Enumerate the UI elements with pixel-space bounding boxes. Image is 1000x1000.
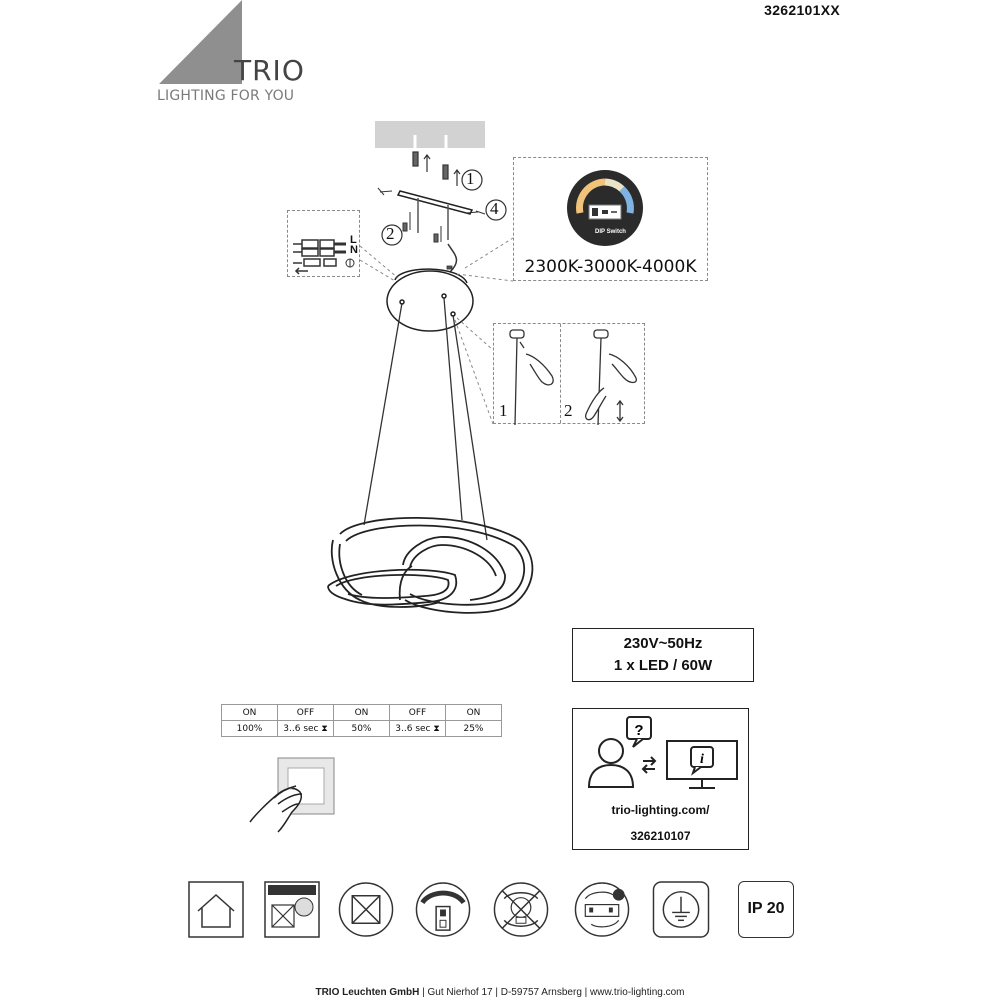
- brand-tagline: LIGHTING FOR YOU: [157, 88, 295, 104]
- brand-name: TRIO: [234, 54, 305, 87]
- state-cell: OFF: [390, 705, 446, 721]
- duration-text: 3..6 sec: [283, 723, 319, 734]
- wall-switch-press-icon: [248, 756, 336, 840]
- led-ring-fixture-icon: [328, 518, 532, 613]
- svg-text:?: ?: [634, 722, 644, 739]
- pull-step-2: 2: [564, 401, 573, 420]
- footer-address: | Gut Nierhof 17 | D-59757 Arnsberg | www.trio-lighting.com: [419, 987, 685, 998]
- no-insulation-cover-icon: [337, 881, 395, 938]
- step-number-4: 4: [490, 199, 499, 218]
- indoor-use-icon: [188, 881, 244, 938]
- height-adjustment-box: [493, 323, 645, 424]
- color-temperature-label: 2300K-3000K-4000K: [524, 257, 697, 277]
- mounting-bracket-icon: [398, 191, 472, 240]
- led-power-spec: 1 x LED / 60W: [613, 657, 713, 674]
- step-number-1: 1: [466, 169, 475, 188]
- switch-dimming-table: [221, 704, 502, 737]
- driver-replaceable-icon: [573, 881, 631, 938]
- dip-switch-box: [513, 157, 708, 281]
- online-info-box: [572, 708, 749, 850]
- duration-text: 3..6 sec: [395, 723, 431, 734]
- state-cell: ON: [446, 705, 502, 721]
- svg-text:i: i: [700, 752, 704, 767]
- led-not-replaceable-icon: [492, 881, 550, 938]
- footer: [0, 987, 1000, 998]
- value-cell: 25%: [446, 721, 502, 737]
- terminal-l: L: [350, 234, 357, 246]
- voltage-spec: 230V~50Hz: [623, 635, 703, 652]
- step-number-2: 2: [386, 224, 395, 243]
- value-cell: [278, 721, 334, 737]
- wiring-detail-box: [287, 210, 360, 277]
- state-cell: ON: [334, 705, 390, 721]
- state-cell: ON: [222, 705, 278, 721]
- no-bulb-replacement-icon: [264, 881, 320, 938]
- canopy-icon: [387, 269, 473, 331]
- info-code: 326210107: [630, 829, 691, 843]
- product-code: 3262101XX: [764, 2, 840, 18]
- value-cell: 50%: [334, 721, 390, 737]
- dip-switch-icon: [566, 169, 644, 247]
- ip-rating-badge: IP 20: [738, 881, 794, 938]
- info-url[interactable]: trio-lighting.com/: [611, 803, 710, 817]
- value-cell: 100%: [222, 721, 278, 737]
- dip-switch-badge: DIP Switch: [595, 229, 626, 235]
- wall-plug-icon: [413, 152, 460, 186]
- hourglass-icon: ⧗: [321, 723, 328, 734]
- terminal-n: N: [350, 244, 358, 256]
- hourglass-icon: ⧗: [433, 723, 440, 734]
- electrical-spec-box: [572, 628, 754, 682]
- dimmable-switch-icon: [414, 881, 472, 938]
- pull-step-1: 1: [499, 401, 508, 420]
- ground-symbol-icon: [346, 259, 354, 267]
- user-info-icon: [585, 715, 740, 795]
- state-cell: OFF: [278, 705, 334, 721]
- protection-class-1-icon: [652, 881, 710, 938]
- footer-company: TRIO Leuchten GmbH: [315, 987, 420, 998]
- value-cell: [390, 721, 446, 737]
